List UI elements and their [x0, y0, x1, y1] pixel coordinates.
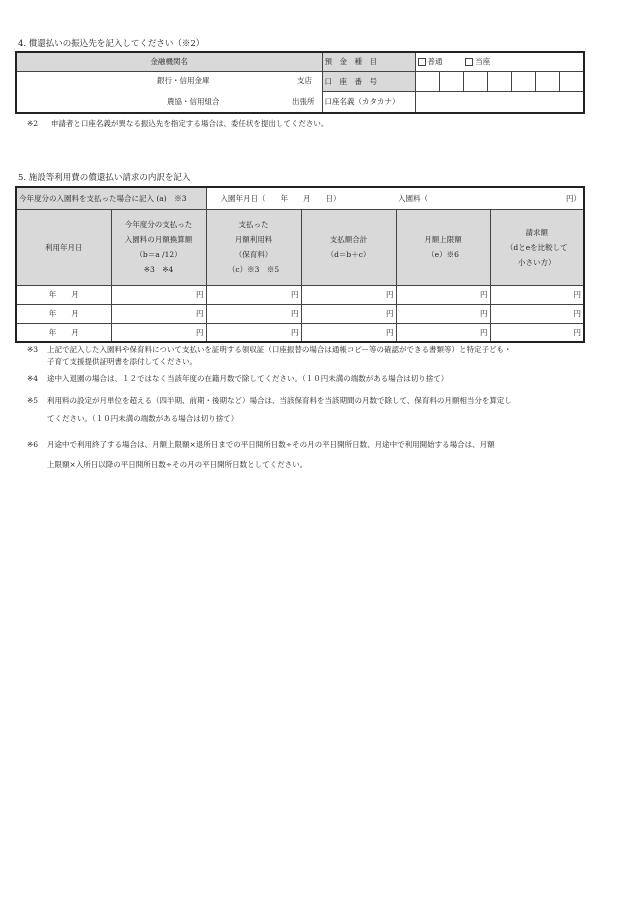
table-row [16, 285, 584, 304]
header-col5-line2: （e）※6 [427, 250, 459, 259]
row-total[interactable]: 円 [301, 304, 396, 323]
row-total[interactable]: 円 [301, 323, 396, 342]
entry-fee-label: 入園料（ [398, 193, 429, 203]
note4 [27, 373, 607, 385]
header-col3-line1: 支払った [238, 220, 269, 229]
header-col6-line1: 請求額 [525, 227, 549, 237]
bank-line2: 農協・信用組合 [167, 96, 220, 106]
account-digit-2[interactable] [439, 71, 463, 91]
entry-fee-field[interactable] [396, 187, 584, 209]
bank-name-field[interactable] [16, 71, 322, 113]
note4-line1: 途中入退園の場合は、１２ではなく当該年度の在籍月数で除してください。（１０円未満の端数がある場合は切り捨て） [47, 374, 449, 383]
note2-text: 申請者と口座名義が異なる振込先を指定する場合は、委任状を提出してください。 [50, 119, 329, 128]
account-number-label: 口 座 番 号 [322, 71, 415, 91]
header-monthly-fee [206, 209, 301, 285]
note6-mark: ※6 [27, 440, 39, 449]
entry-date-field[interactable] [206, 187, 396, 209]
note5-line1: 利用料の設定が月単位を超える（四半期、前期・後期など）場合は、当該保育料を当該期間の月数で除して、保育料の月額相当分を算定し [47, 396, 512, 405]
header-total-paid [301, 209, 396, 285]
deposit-type-label: 預 金 種 目 [322, 52, 415, 71]
account-digit-3[interactable] [463, 71, 487, 91]
row-monthly-fee[interactable]: 円 [206, 285, 301, 304]
note5-line2: てください。（１０円未満の端数がある場合は切り捨て） [47, 414, 239, 423]
row-monthly-fee[interactable]: 円 [206, 304, 301, 323]
checkbox-current[interactable] [465, 58, 473, 66]
row-entry-fee[interactable]: 円 [111, 323, 206, 342]
row-claim[interactable]: 円 [490, 285, 584, 304]
account-digit-6[interactable] [535, 71, 559, 91]
row-monthly-fee[interactable]: 円 [206, 323, 301, 342]
header-claim-amount [490, 209, 584, 285]
account-digit-7[interactable] [559, 71, 584, 91]
notes-section5 [27, 344, 607, 475]
row-entry-fee[interactable]: 円 [111, 285, 206, 304]
header-col2-line3: （b＝a /12） [135, 250, 182, 259]
row-claim[interactable]: 円 [490, 304, 584, 323]
note5 [27, 392, 607, 428]
header-col4-line1: 支払額合計 [329, 235, 368, 244]
note2 [27, 118, 328, 130]
row-date[interactable]: 年 月 [16, 323, 111, 342]
header-col3-line4: （c）※3 ※5 [227, 265, 280, 274]
header-col6-line3: 小さい方） [518, 257, 556, 267]
row-cap[interactable]: 円 [396, 304, 490, 323]
note3 [27, 344, 607, 368]
note3-line1: 上記で記入した入園料や保育料について支払いを証明する領収証（口座振替の場合は通帳コピー等の確認ができる書類等）と特定子ども・ [47, 345, 512, 354]
table-row [16, 323, 584, 342]
row-date[interactable]: 年 月 [16, 304, 111, 323]
header-col4-line2: （d＝b＋c） [326, 250, 371, 259]
note5-mark: ※5 [27, 396, 39, 405]
header-col2-line1: 今年度分の支払った [124, 220, 193, 229]
deposit-type-options[interactable] [415, 52, 584, 71]
row-claim[interactable]: 円 [490, 323, 584, 342]
header-col2-line4: ※3 ※4 [143, 265, 174, 274]
account-name-label: 口座名義（カタカナ） [322, 91, 415, 112]
account-digit-1[interactable] [415, 71, 439, 91]
header-monthly-cap [396, 209, 490, 285]
table-row [16, 304, 584, 323]
branch-label: 支店 [297, 75, 312, 85]
note6 [27, 435, 607, 475]
note4-mark: ※4 [27, 374, 39, 383]
section5-title: 5. 施設等利用費の償還払い請求の内訳を記入 [18, 173, 191, 183]
option-normal-label: 普通 [427, 57, 443, 67]
row-date[interactable]: 年 月 [16, 285, 111, 304]
row-total[interactable]: 円 [301, 285, 396, 304]
row-cap[interactable]: 円 [396, 285, 490, 304]
row-entry-fee[interactable]: 円 [111, 304, 206, 323]
section4-title: 4. 償還払いの振込先を記入してください（※2） [18, 39, 205, 49]
office-label: 出張所 [292, 96, 315, 106]
entry-date-label: 入園年月日（ 年 月 日） [220, 193, 341, 203]
checkbox-normal[interactable] [418, 58, 426, 66]
note6-line2: 上限額×入所日以降の平日開所日数÷その月の平日開所日数としてください。 [47, 460, 308, 469]
bank-name-header: 金融機関名 [16, 52, 322, 71]
header-col5-line1: 月額上限額 [424, 235, 462, 244]
row-cap[interactable]: 円 [396, 323, 490, 342]
header-col6-line2: （dとeを比較して [505, 242, 568, 252]
bank-account-table [15, 51, 585, 114]
note3-line2: 子育て支援提供証明書を添付してください。 [47, 357, 197, 366]
note3-mark: ※3 [27, 345, 39, 354]
note2-mark: ※2 [27, 119, 39, 128]
header-col3-line2: 月額利用料 [234, 235, 273, 244]
account-name-field[interactable] [415, 91, 584, 112]
header-col3-line3: （保育料） [234, 250, 273, 259]
note6-line1: 月途中で利用終了する場合は、月額上限額×退所日までの平日開所日数÷その月の平日開所日数、月途中で利用開始する場合は、月額 [47, 440, 495, 449]
account-digit-4[interactable] [487, 71, 511, 91]
claim-breakdown-table [15, 186, 585, 343]
header-usage-date: 利用年月日 [16, 209, 111, 285]
top-row-label: 今年度分の入園料を支払った場合に記入 (a) ※3 [16, 187, 206, 209]
header-monthly-entry-fee [111, 209, 206, 285]
option-current-label: 当座 [475, 57, 491, 67]
header-col2-line2: 入園料の月額換算額 [124, 235, 193, 244]
bank-line1: 銀行・信用金庫 [157, 75, 210, 85]
account-digit-5[interactable] [511, 71, 535, 91]
entry-fee-unit: 円） [566, 193, 582, 203]
